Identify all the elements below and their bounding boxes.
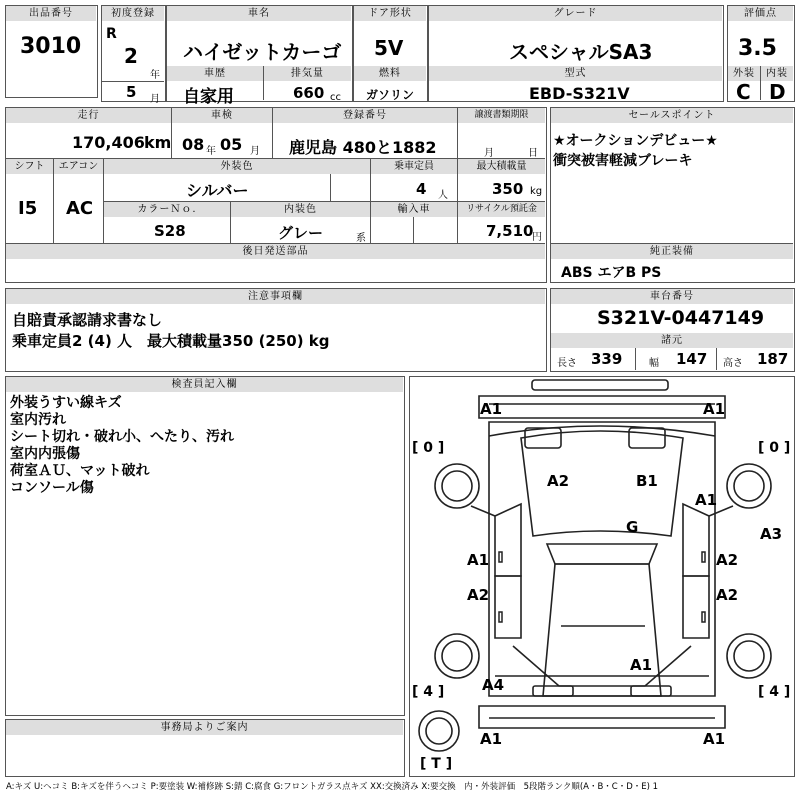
damage-hood-left: A2 xyxy=(547,472,570,490)
tire-rear-left: [ 4 ] xyxy=(412,684,445,700)
info-block xyxy=(5,107,547,283)
first-reg-year-unit: 年 xyxy=(150,70,160,81)
width-label: 幅 xyxy=(649,358,659,369)
interior-color: グレー xyxy=(278,224,324,242)
inspection-year: 08 xyxy=(182,135,205,154)
damage-rear-bumper-right: A1 xyxy=(703,730,726,748)
history: 自家用 xyxy=(183,87,234,107)
import-header: 輸入車 xyxy=(371,202,457,217)
doors: 5V xyxy=(374,36,404,60)
caution-line-1: 自賠責承認請求書なし xyxy=(12,311,163,329)
interior-color-header: 内装色 xyxy=(231,202,370,217)
max-load-value: 350 xyxy=(492,180,524,198)
damage-roof: A1 xyxy=(630,656,653,674)
inspector-note-1: 外装うすい線キズ xyxy=(10,395,122,411)
first-reg-month-unit: 月 xyxy=(150,94,160,105)
inspector-note-2: 室内汚れ xyxy=(10,412,66,428)
shift: I5 xyxy=(18,198,38,219)
selling-point-2: 衝突被害軽減ブレーキ xyxy=(553,153,693,169)
transfer-deadline-header: 譲渡書類期限 xyxy=(458,108,545,123)
damage-door-front-right: A2 xyxy=(716,551,739,569)
exterior-color-header: 外装色 xyxy=(104,159,370,174)
width-value: 147 xyxy=(676,350,708,368)
first-reg-month: 5 xyxy=(126,83,137,101)
height-label: 高さ xyxy=(723,358,743,369)
first-reg-year: 2 xyxy=(124,44,138,68)
caution-line-2: 乗車定員2 (4) 人 最大積載量350 (250) kg xyxy=(12,332,330,350)
capacity-header: 乗車定員 xyxy=(371,159,457,174)
transfer-day-unit: 日 xyxy=(528,148,538,159)
spare-tire: [ T ] xyxy=(420,756,453,772)
inspector-note-5: 荷室ＡＵ、マット破れ xyxy=(10,463,150,479)
model-code: EBD-S321V xyxy=(529,84,630,103)
car-name-header: 車名 xyxy=(167,6,351,21)
shift-header: シフト xyxy=(6,159,53,174)
displacement-unit: cc xyxy=(330,92,341,103)
exterior-color: シルバー xyxy=(186,181,249,200)
damage-front-right: A1 xyxy=(703,400,726,418)
length-label: 長さ xyxy=(557,358,577,369)
later-parts-header: 後日発送部品 xyxy=(6,244,545,259)
dimensions-header: 諸元 xyxy=(551,333,793,348)
genuine-equipment: ABS エアB PS xyxy=(561,265,662,281)
damage-glass: G xyxy=(626,518,639,536)
inspection-month-unit: 月 xyxy=(250,146,260,157)
history-header: 車歴 xyxy=(167,66,263,81)
tire-front-right: [ 0 ] xyxy=(758,440,791,456)
car-outline-drawing xyxy=(409,376,795,777)
damage-rear-left: A4 xyxy=(482,676,505,694)
mileage-value: 170,406 xyxy=(72,133,145,152)
doors-cell xyxy=(353,5,428,102)
capacity-value: 4 xyxy=(416,180,427,198)
genuine-equipment-header: 純正装備 xyxy=(551,244,793,259)
lot-number: 3010 xyxy=(20,34,82,59)
color-no: S28 xyxy=(154,222,186,240)
grade-cell xyxy=(428,5,724,102)
selling-points-cell xyxy=(550,107,795,283)
legend: A:キズ U:ヘコミ B:キズを伴うヘコミ P:要塗装 W:補修跡 S:錆 C:腐食 G:フロントガラス点キズ XX:交換済み X:要交換 内・外装評価 5段階ランク順(A・B・C・D・E) 1 xyxy=(6,782,659,792)
grade-header: グレード xyxy=(429,6,722,21)
chassis-cell xyxy=(550,288,795,372)
inspector-notes-header: 検査員記入欄 xyxy=(6,377,403,392)
car-name-cell xyxy=(166,5,353,107)
office-cell xyxy=(5,719,405,777)
height-value: 187 xyxy=(757,350,789,368)
max-load-header: 最大積載量 xyxy=(458,159,545,174)
inspector-note-6: コンソール傷 xyxy=(10,480,94,496)
aircon: AC xyxy=(66,198,94,219)
exterior-grade-header: 外装 xyxy=(728,66,760,81)
inspector-notes-cell xyxy=(5,376,405,716)
capacity-unit: 人 xyxy=(438,190,448,201)
score-header: 評価点 xyxy=(728,6,793,21)
doors-header: ドア形状 xyxy=(354,6,426,21)
color-no-header: カラーＮｏ. xyxy=(104,202,230,217)
caution-cell xyxy=(5,288,547,372)
lot-number-cell xyxy=(5,5,98,98)
selling-points-header: セールスポイント xyxy=(551,108,793,123)
inspection-year-unit: 年 xyxy=(206,146,216,157)
damage-pillar-right: A3 xyxy=(760,525,783,543)
displacement-value: 660 xyxy=(293,84,325,102)
damage-fender-right: A1 xyxy=(695,491,718,509)
length-value: 339 xyxy=(591,350,623,368)
score-cell xyxy=(727,5,795,102)
grade: スペシャルSA3 xyxy=(509,40,653,64)
interior-color-unit: 系 xyxy=(356,233,366,244)
damage-front-left: A1 xyxy=(480,400,503,418)
displacement-header: 排気量 xyxy=(264,66,351,81)
exterior-grade: C xyxy=(736,80,751,104)
aircon-header: エアコン xyxy=(54,159,103,174)
damage-door-front-left: A1 xyxy=(467,551,490,569)
inspector-note-4: 室内内張傷 xyxy=(10,446,80,462)
inspection-header: 車検 xyxy=(172,108,272,123)
mileage-unit: km xyxy=(144,133,172,152)
damage-hood-right: B1 xyxy=(636,472,658,490)
lot-number-header: 出品番号 xyxy=(6,6,96,21)
tire-front-left: [ 0 ] xyxy=(412,440,445,456)
registration-header: 登録番号 xyxy=(273,108,457,123)
first-registration-cell xyxy=(101,5,166,105)
interior-grade-header: 内装 xyxy=(761,66,793,81)
chassis-number: S321V-0447149 xyxy=(597,307,765,329)
tire-rear-right: [ 4 ] xyxy=(758,684,791,700)
car-name: ハイゼットカーゴ xyxy=(183,40,342,64)
recycle-value: 7,510 xyxy=(486,222,534,240)
recycle-unit: 円 xyxy=(532,232,542,243)
damage-door-rear-right: A2 xyxy=(716,586,739,604)
first-registration-header: 初度登録 xyxy=(102,6,164,21)
inspector-note-3: シート切れ・破れ小、へたり、汚れ xyxy=(10,429,234,445)
selling-point-1: ★オークションデビュー★ xyxy=(553,133,718,149)
max-load-unit: kg xyxy=(530,186,543,197)
interior-grade: D xyxy=(769,80,786,104)
mileage-header: 走行 xyxy=(6,108,171,123)
model-code-header: 型式 xyxy=(429,66,722,81)
recycle-header: リサイクル預託金 xyxy=(458,202,545,217)
inspection-month: 05 xyxy=(220,135,243,154)
office-header: 事務局よりご案内 xyxy=(6,720,403,735)
transfer-month-unit: 月 xyxy=(484,148,494,159)
chassis-header: 車台番号 xyxy=(551,289,793,304)
damage-door-rear-left: A2 xyxy=(467,586,490,604)
registration-number: 鹿児島 480と1882 xyxy=(289,138,437,157)
era: R xyxy=(106,26,117,42)
fuel-header: 燃料 xyxy=(354,66,426,81)
damage-rear-bumper-left: A1 xyxy=(480,730,503,748)
caution-header: 注意事項欄 xyxy=(6,289,545,304)
fuel: ガソリン xyxy=(366,88,415,102)
score: 3.5 xyxy=(738,36,777,61)
